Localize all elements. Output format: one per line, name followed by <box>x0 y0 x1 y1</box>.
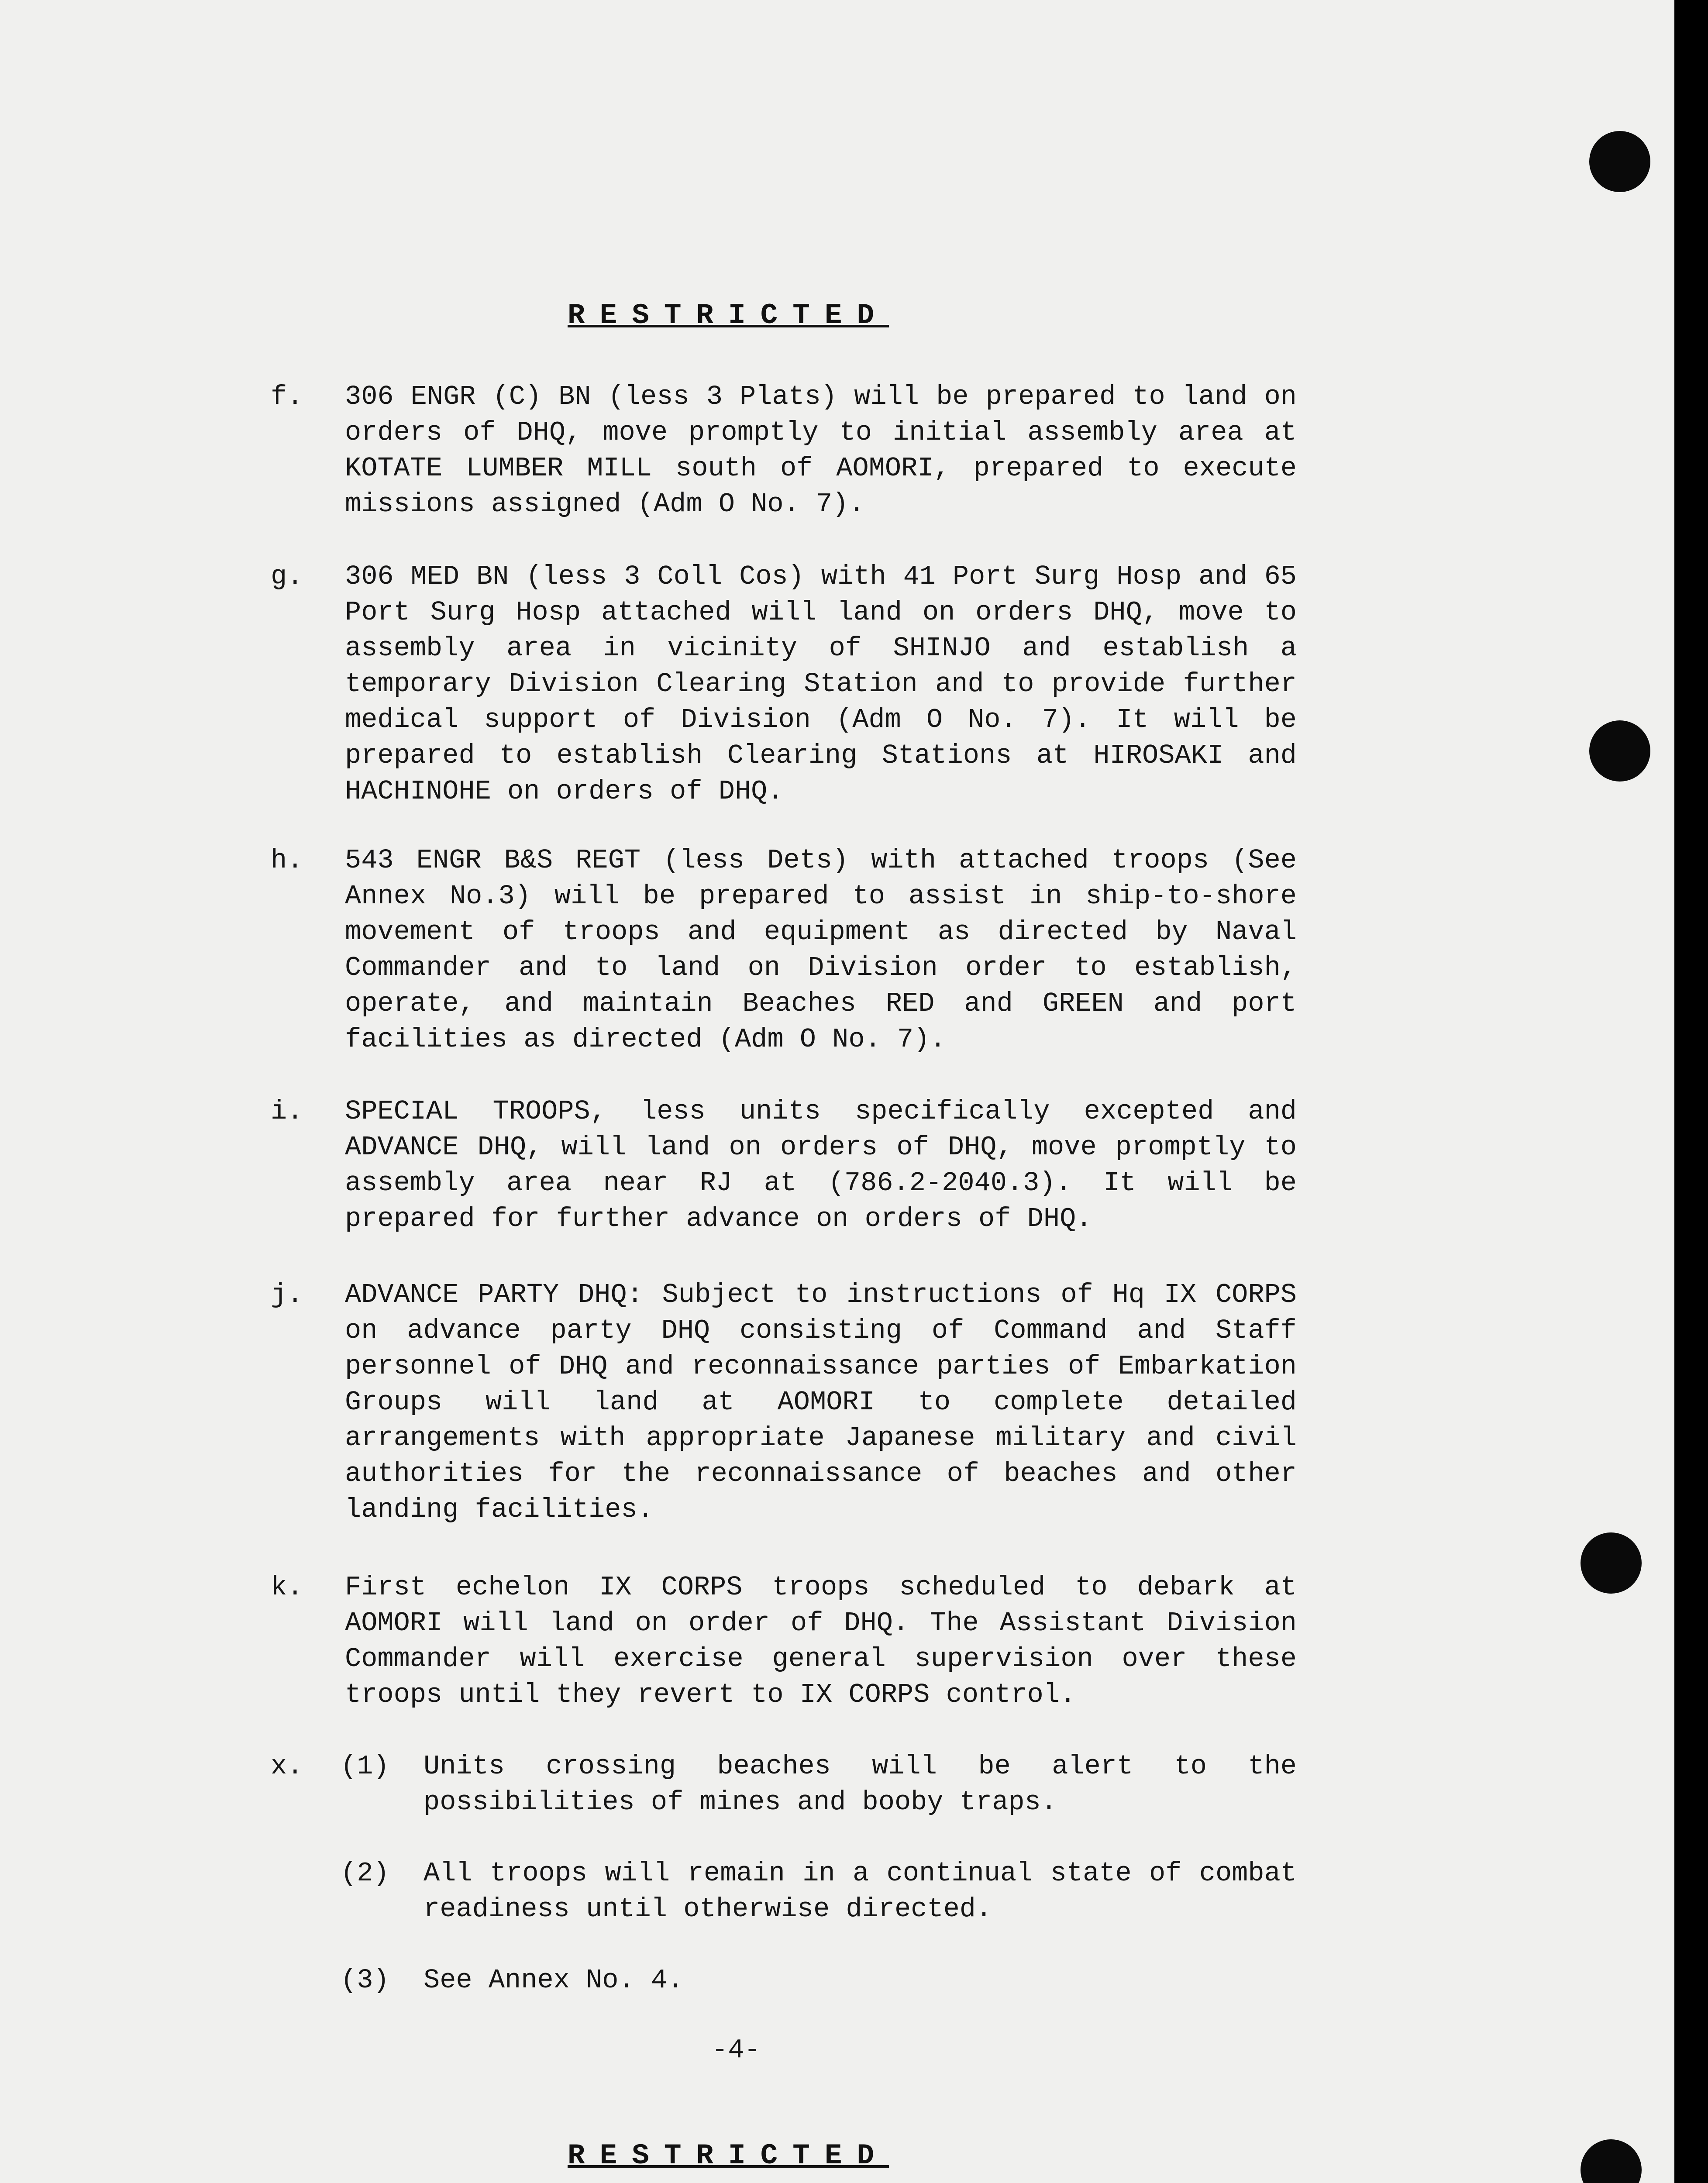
paragraph-label: f. <box>271 381 303 412</box>
punch-hole <box>1581 1532 1642 1594</box>
subitem-text: All troops will remain in a continual state of combat readiness until otherwise directed. <box>424 1858 1313 1925</box>
classification-header: RESTRICTED <box>568 299 889 332</box>
subitem-2 <box>341 1856 1313 1927</box>
subitem-text: Units crossing beaches will be alert to the possibilities of mines and booby traps. <box>424 1751 1313 1818</box>
paragraph-h <box>271 843 1313 1057</box>
paragraph-g <box>271 559 1313 809</box>
paragraph-k <box>271 1570 1313 1713</box>
subitem-text: See Annex No. 4. <box>424 1965 684 1996</box>
punch-hole <box>1589 131 1650 192</box>
paragraph-label: i. <box>271 1096 303 1127</box>
paragraph-label: g. <box>271 561 303 592</box>
paragraph-i <box>271 1094 1313 1237</box>
punch-hole <box>1581 2139 1642 2183</box>
paragraph-f <box>271 379 1313 522</box>
paragraph-j <box>271 1277 1313 1528</box>
subitem-3 <box>341 1963 1297 1998</box>
paragraph-label: h. <box>271 845 303 876</box>
paragraph-text: 306 ENGR (C) BN (less 3 Plats) will be prepared to land on orders of DHQ, move promptly to initial assembly area at KOTATE LUMBER MILL south of AOMORI, prepared to execute missions assigned (Adm O No. 7). <box>345 381 1313 520</box>
subitem-1 <box>341 1749 1313 1820</box>
subitem-label: (3) <box>341 1965 389 1996</box>
subitem-label: (2) <box>341 1858 389 1889</box>
punch-hole <box>1589 720 1650 782</box>
paragraph-text: SPECIAL TROOPS, less units specifically excepted and ADVANCE DHQ, will land on orders of DHQ, move promptly to assembly area near RJ at (786.2-2040.3). It will be prepared for further advance on orders of DHQ. <box>345 1096 1313 1234</box>
classification-footer: RESTRICTED <box>568 2139 889 2172</box>
paragraph-text: ADVANCE PARTY DHQ: Subject to instructions of Hq IX CORPS on advance party DHQ consisting of Command and Staff personnel of DHQ and reconnaissance parties of Embarkation Groups will land at AOMORI to complete detailed arrangements with appropriate Japanese military and civil authorities for the reconnaissance of beaches and other landing facilities. <box>345 1279 1313 1525</box>
page-number: -4- <box>712 2035 761 2066</box>
paragraph-label: j. <box>271 1279 303 1310</box>
paragraph-text: 543 ENGR B&S REGT (less Dets) with attached troops (See Annex No.3) will be prepared to assist in ship-to-shore movement of troops and equipment as directed by Naval Commander and to land on Division order to establish, operate, and maintain Beaches RED and GREEN and port facilities as directed (Adm O No. 7). <box>345 845 1313 1055</box>
paragraph-label: x. <box>271 1751 303 1782</box>
paragraph-text: 306 MED BN (less 3 Coll Cos) with 41 Port Surg Hosp and 65 Port Surg Hosp attached will land on orders DHQ, move to assembly area in vicinity of SHINJO and establish a temporary Division Clearing Station and to provide further medical support of Division (Adm O No. 7). It will be prepared to establish Clearing Stations at HIROSAKI and HACHINOHE on orders of DHQ. <box>345 561 1313 807</box>
paragraph-text: First echelon IX CORPS troops scheduled to debark at AOMORI will land on order of DHQ. The Assistant Division Commander will exercise general supervision over these troops until they revert to IX CORPS control. <box>345 1572 1313 1710</box>
subitem-label: (1) <box>341 1751 389 1782</box>
paragraph-label: k. <box>271 1572 303 1603</box>
